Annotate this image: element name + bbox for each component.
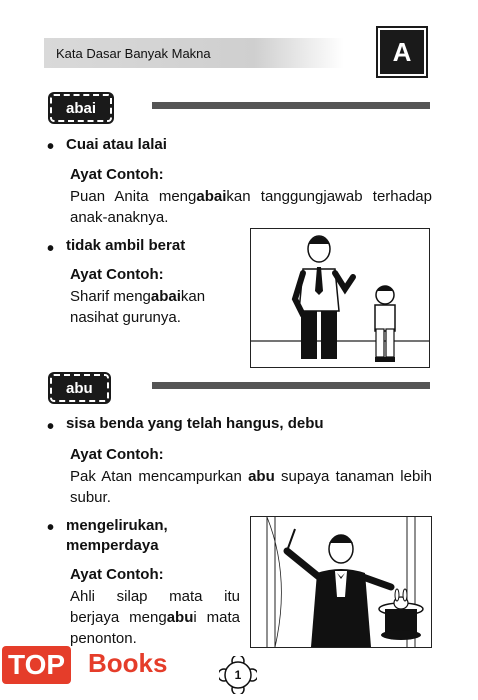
word-heading-abai: abai [50, 94, 112, 122]
section-title: Kata Dasar Banyak Makna [56, 46, 211, 61]
illustration-magician [250, 516, 432, 648]
page-number: 1 [234, 668, 242, 682]
bullet-icon: • [47, 416, 55, 438]
bullet-icon: • [47, 517, 55, 539]
meaning-text: Cuai atau lalai [66, 136, 167, 153]
watermark-books-text: Books [88, 648, 168, 678]
watermark-top-badge: TOP [2, 646, 71, 684]
illustration-teacher-student [250, 228, 430, 368]
bullet-icon: • [47, 136, 55, 158]
example-label: Ayat Contoh: [70, 166, 164, 183]
example-sentence: Pak Atan mencampurkan abu supaya tanaman lebih subur. [70, 468, 433, 506]
teacher-student-drawing [251, 229, 429, 367]
magician-drawing [251, 517, 431, 647]
example-sentence: Sharif mengabaikan nasihat gurunya. [70, 288, 206, 326]
example-label: Ayat Contoh: [70, 266, 164, 283]
example-label: Ayat Contoh: [70, 566, 164, 583]
example-label: Ayat Contoh: [70, 446, 164, 463]
meaning-text: tidak ambil berat [66, 237, 186, 254]
heading-rule [152, 382, 430, 389]
letter-badge: A [378, 28, 426, 76]
example-sentence: Ahli silap mata itu berjaya mengabui mata penonton. [70, 588, 240, 647]
meaning-text: mengelirukan, memperdaya [66, 517, 168, 554]
example-sentence: Puan Anita mengabaikan tanggungjawab terhadap anak-anaknya. [70, 188, 432, 226]
meaning-text: sisa benda yang telah hangus, debu [66, 415, 324, 432]
bullet-icon: • [47, 238, 55, 260]
word-heading-abu: abu [50, 374, 109, 402]
heading-rule [152, 102, 430, 109]
